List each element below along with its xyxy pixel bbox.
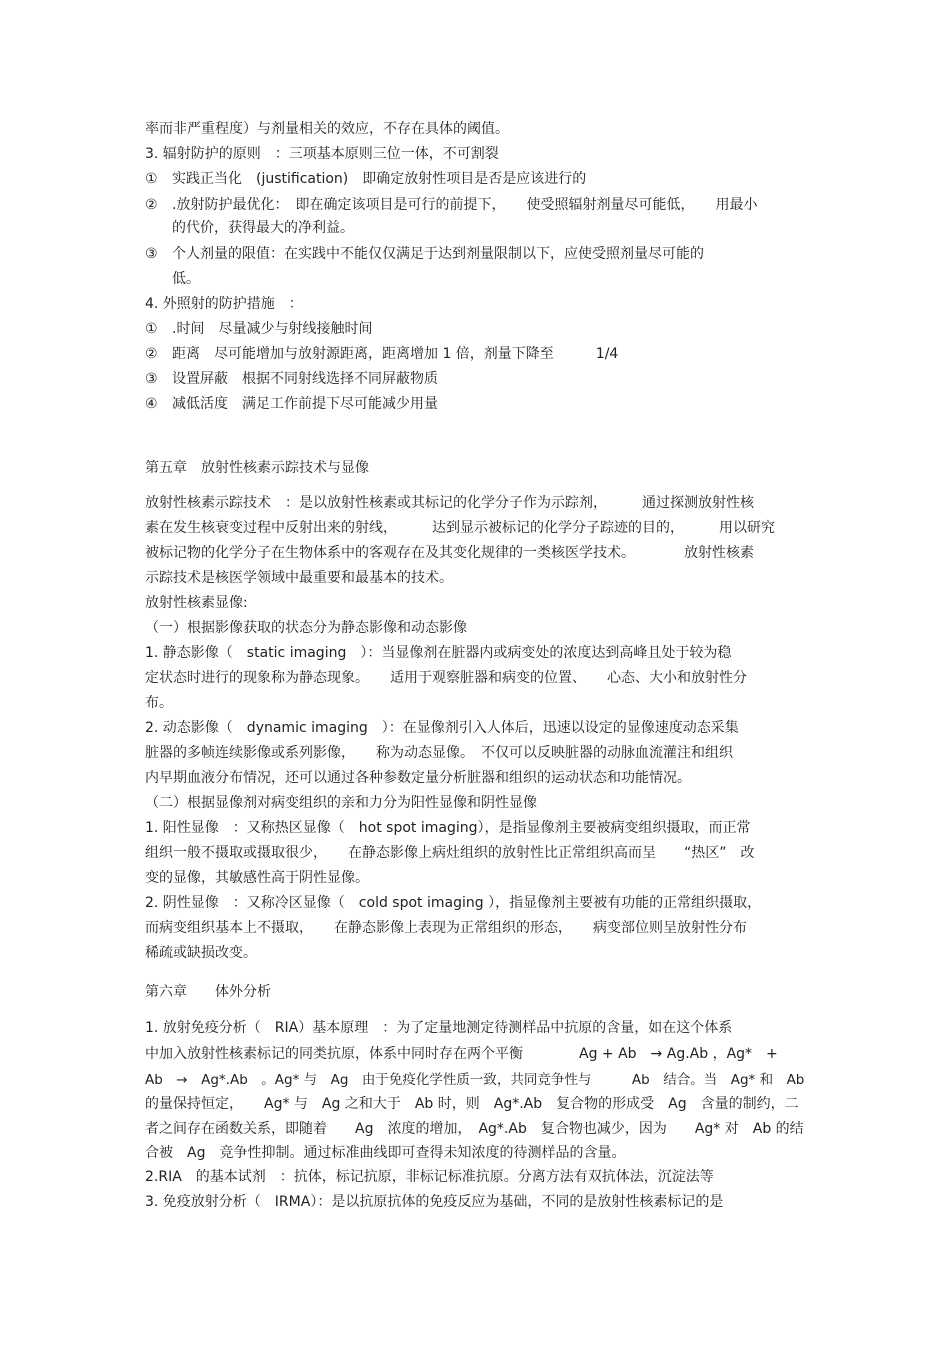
paragraph-line: 布。 [145,695,173,711]
list-marker: ③ [145,246,158,262]
list-item: 设置屏蔽 根据不同射线选择不同屏蔽物质 [172,371,438,387]
paragraph-line: 中加入放射性核素标记的同类抗原，体系中同时存在两个平衡 Ag + Ab → Ag.Ab ，Ag* + [145,1046,778,1062]
section-heading: 4. 外照射的防护措施 ： [145,296,303,312]
paragraph-line: 2. 动态影像（ dynamic imaging ）：在显像剂引入人体后，迅速以设定的显像速度动态采集 [145,720,739,736]
paragraph-line: 定状态时进行的现象称为静态现象。 适用于观察脏器和病变的位置、 心态、大小和放射性分 [145,670,747,686]
list-marker: ④ [145,396,158,412]
list-marker: ③ [145,371,158,387]
paragraph-line: 者之间存在函数关系，即随着 Ag 浓度的增加， Ag*.Ab 复合物也减少，因为 Ag* 对 Ab 的结 [145,1121,804,1137]
subsection-heading: （一）根据影像获取的状态分为静态影像和动态影像 [145,620,467,636]
list-marker: ① [145,321,158,337]
paragraph-line: 的量保持恒定， Ag* 与 Ag 之和大于 Ab 时，则 Ag*.Ab 复合物的形成受 Ag 含量的制约，二 [145,1096,799,1112]
list-item: 距离 尽可能增加与放射源距离，距离增加 1 倍，剂量下降至 1/4 [172,346,619,362]
chapter-title: 第五章 放射性核素示踪技术与显像 [145,460,369,476]
paragraph-line: 2. 阴性显像 ：又称冷区显像（ cold spot imaging ），指显像剂主要被有功能的正常组织摄取， [145,895,762,911]
list-item-continuation: 低。 [172,271,200,287]
list-item: .时间 尽量减少与射线接触时间 [172,321,373,337]
paragraph-line: 素在发生核衰变过程中反射出来的射线， 达到显示被标记的化学分子踪迹的目的， 用以研究 [145,520,775,536]
text-line: 率而非严重程度）与剂量相关的效应，不存在具体的阈值。 [145,121,509,137]
paragraph-line: 放射性核素显像: [145,595,248,611]
paragraph-line: 组织一般不摄取或摄取很少， 在静态影像上病灶组织的放射性比正常组织高而呈 “热区” 改 [145,845,755,861]
paragraph-line: 1. 静态影像（ static imaging ）：当显像剂在脏器内或病变处的浓度达到高峰且处于较为稳 [145,645,732,661]
paragraph-line: 示踪技术是核医学领域中最重要和最基本的技术。 [145,570,453,586]
paragraph-line: 脏器的多帧连续影像或系列影像， 称为动态显像。 不仅可以反映脏器的动脉血流灌注和组织 [145,745,733,761]
list-marker: ① [145,171,158,187]
list-item: 减低活度 满足工作前提下尽可能减少用量 [172,396,438,412]
list-marker: ② [145,197,158,213]
paragraph-line: 2.RIA 的基本试剂 ：抗体，标记抗原，非标记标准抗原。分离方法有双抗体法，沉淀法等 [145,1169,714,1185]
paragraph-line: 而病变组织基本上不摄取， 在静态影像上表现为正常组织的形态， 病变部位则呈放射性分布 [145,920,747,936]
paragraph-line: 内早期血液分布情况，还可以通过各种参数定量分析脏器和组织的运动状态和功能情况。 [145,770,691,786]
subsection-heading: （二）根据显像剂对病变组织的亲和力分为阳性显像和阴性显像 [145,795,537,811]
paragraph-line: 稀疏或缺损改变。 [145,945,257,961]
list-item: 个人剂量的限值：在实践中不能仅仅满足于达到剂量限制以下，应使受照剂量尽可能的 [172,246,704,262]
section-heading: 3. 辐射防护的原则 ：三项基本原则三位一体，不可割裂 [145,146,499,162]
list-marker: ② [145,346,158,362]
chapter-title: 第六章 体外分析 [145,984,271,1000]
list-item: 实践正当化 (justification) 即确定放射性项目是否是应该进行的 [172,171,587,187]
paragraph-line: Ab → Ag*.Ab 。Ag* 与 Ag 由于免疫化学性质一致，共同竞争性与 Ab 结合。当 Ag* 和 Ab [145,1072,805,1088]
paragraph-line: 合被 Ag 竞争性抑制。通过标准曲线即可查得未知浓度的待测样品的含量。 [145,1145,626,1161]
list-item-continuation: 的代价，获得最大的净利益。 [172,220,354,236]
paragraph-line: 放射性核素示踪技术 ：是以放射性核素或其标记的化学分子作为示踪剂， 通过探测放射性核 [145,495,754,511]
paragraph-line: 被标记物的化学分子在生物体系中的客观存在及其变化规律的一类核医学技术。 放射性核素 [145,545,754,561]
paragraph-line: 1. 放射免疫分析（ RIA）基本原理 ：为了定量地测定待测样品中抗原的含量，如在这个体系 [145,1020,733,1036]
paragraph-line: 3. 免疫放射分析（ IRMA）：是以抗原抗体的免疫反应为基础，不同的是放射性核素标记的是 [145,1194,724,1210]
paragraph-line: 1. 阳性显像 ：又称热区显像（ hot spot imaging），是指显像剂主要被病变组织摄取，而正常 [145,820,751,836]
paragraph-line: 变的显像，其敏感性高于阴性显像。 [145,870,369,886]
list-item: .放射防护最优化： 即在确定该项目是可行的前提下， 使受照辐射剂量尽可能低， 用最小 [172,197,758,213]
